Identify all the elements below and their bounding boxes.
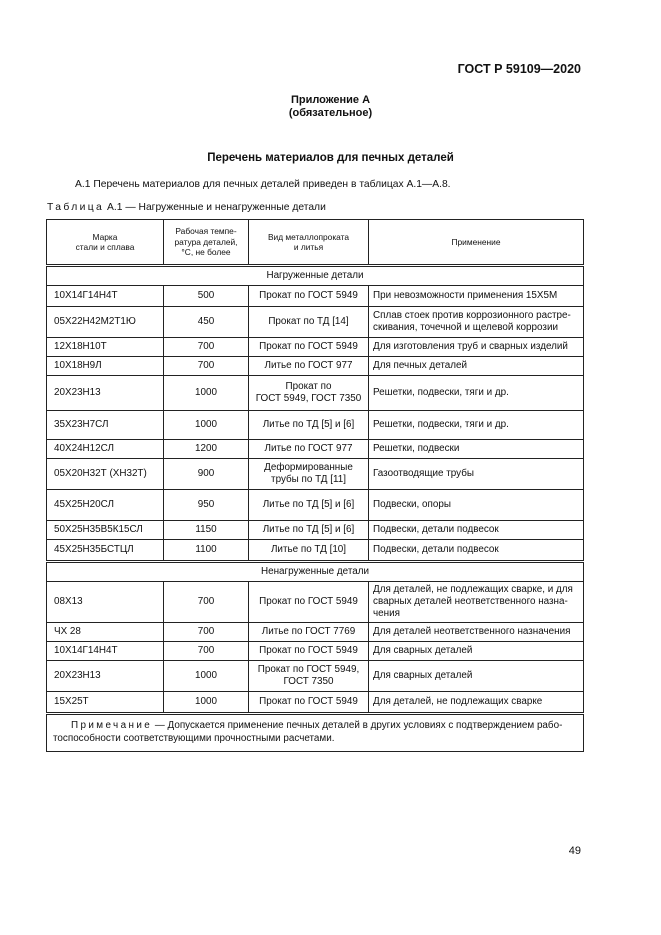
kind-line: Прокат по ГОСТ 5949 — [259, 341, 358, 352]
appendix-heading — [0, 94, 661, 120]
table-row — [47, 540, 584, 562]
temperature-cell: 1150 — [164, 521, 249, 540]
usage-line: Для сварных деталей — [373, 670, 473, 681]
table-row — [47, 521, 584, 540]
temperature-cell: 1000 — [164, 411, 249, 440]
usage-line: Для деталей, не подлежащих сварке — [373, 696, 543, 707]
grade-cell: 20Х23Н13 — [47, 661, 164, 692]
kind-cell — [249, 540, 369, 562]
usage-line: сварных деталей неответственного назна- — [373, 596, 568, 607]
usage-cell — [369, 459, 584, 490]
section-heading: Перечень материалов для печных деталей — [207, 152, 454, 164]
usage-cell — [369, 440, 584, 459]
header-grade-line: стали и сплава — [75, 242, 135, 252]
table-row — [47, 692, 584, 714]
temperature-cell: 1200 — [164, 440, 249, 459]
temperature-cell: 1000 — [164, 661, 249, 692]
usage-line: Подвески, опоры — [373, 499, 451, 510]
usage-cell — [369, 490, 584, 521]
table-row — [47, 411, 584, 440]
usage-cell — [369, 661, 584, 692]
usage-cell — [369, 286, 584, 307]
kind-cell — [249, 623, 369, 642]
temperature-cell: 700 — [164, 357, 249, 376]
usage-cell — [369, 357, 584, 376]
header-kind-line: Вид металлопроката — [267, 231, 350, 242]
kind-line: Прокат по ГОСТ 5949 — [259, 645, 358, 656]
temperature-cell: 700 — [164, 642, 249, 661]
table-row — [47, 642, 584, 661]
kind-cell — [249, 642, 369, 661]
kind-cell — [249, 490, 369, 521]
grade-cell: 05Х22Н42М2Т1Ю — [47, 307, 164, 338]
table-caption-text: А.1 — Нагруженные и ненагруженные детали — [104, 202, 326, 213]
kind-line: Литье по ТД [5] и [6] — [262, 419, 355, 430]
grade-cell: 10Х14Г14Н4Т — [47, 286, 164, 307]
grade-cell: 10Х18Н9Л — [47, 357, 164, 376]
kind-cell — [249, 459, 369, 490]
table-row — [47, 307, 584, 338]
header-temperature-line: Рабочая темпе- — [175, 226, 237, 237]
usage-cell — [369, 307, 584, 338]
table-row — [47, 286, 584, 307]
grade-cell: 45Х25Н35БСТЦЛ — [47, 540, 164, 562]
kind-line: ГОСТ 5949, ГОСТ 7350 — [255, 393, 362, 404]
usage-line: Газоотводящие трубы — [373, 468, 474, 479]
grade-cell: 12Х18Н10Т — [47, 338, 164, 357]
note-line: — Допускается применение печных деталей в других условиях с подтверждением рабо- — [152, 720, 563, 731]
appendix-title: Приложение А — [290, 94, 371, 106]
temperature-cell: 450 — [164, 307, 249, 338]
grade-cell: ЧХ 28 — [47, 623, 164, 642]
kind-line: Прокат по ГОСТ 5949 — [259, 696, 358, 707]
grade-cell: 35Х23Н7СЛ — [47, 411, 164, 440]
header-temperature-line: ратура деталей, — [174, 236, 238, 247]
table-body — [47, 266, 584, 714]
kind-line: Литье по ГОСТ 977 — [264, 360, 353, 371]
kind-cell — [249, 661, 369, 692]
kind-cell — [249, 357, 369, 376]
grade-cell: 45Х25Н20СЛ — [47, 490, 164, 521]
temperature-cell: 900 — [164, 459, 249, 490]
usage-cell — [369, 376, 584, 411]
table-row — [47, 582, 584, 623]
grade-cell: 20Х23Н13 — [47, 376, 164, 411]
usage-line: При невозможности применения 15Х5М — [373, 290, 558, 301]
header-grade — [47, 220, 164, 266]
group-row — [47, 562, 584, 582]
usage-line: Подвески, детали подвесок — [373, 544, 499, 555]
kind-line: Прокат по ГОСТ 5949 — [259, 596, 358, 607]
group-row — [47, 266, 584, 286]
temperature-cell: 700 — [164, 582, 249, 623]
group-title: Ненагруженные детали — [47, 562, 584, 582]
note-line: тоспособности соответствующими прочностными расчетами. — [53, 733, 335, 744]
usage-line: Для сварных деталей — [373, 645, 473, 656]
table-row — [47, 661, 584, 692]
usage-line: чения — [373, 608, 400, 619]
table-note — [47, 714, 584, 752]
usage-line: Для деталей, не подлежащих сварке, и для — [373, 584, 573, 595]
kind-line: Прокат по ГОСТ 5949, — [257, 664, 360, 675]
usage-cell — [369, 582, 584, 623]
header-usage: Применение — [369, 220, 584, 266]
kind-line: Литье по ГОСТ 977 — [264, 443, 353, 454]
kind-cell — [249, 376, 369, 411]
standard-designation: ГОСТ Р 59109—2020 — [457, 62, 581, 76]
kind-cell — [249, 411, 369, 440]
kind-cell — [249, 692, 369, 714]
table-row — [47, 490, 584, 521]
grade-cell: 05Х20Н32Т (ХН32Т) — [47, 459, 164, 490]
grade-cell: 08Х13 — [47, 582, 164, 623]
kind-line: Литье по ТД [10] — [270, 544, 347, 555]
usage-cell — [369, 540, 584, 562]
table-caption-word: Таблица — [47, 202, 105, 213]
usage-cell — [369, 521, 584, 540]
kind-line: трубы по ТД [11] — [271, 474, 346, 485]
table-row — [47, 376, 584, 411]
kind-line: ГОСТ 7350 — [283, 676, 334, 687]
usage-cell — [369, 411, 584, 440]
temperature-cell: 950 — [164, 490, 249, 521]
temperature-cell: 1100 — [164, 540, 249, 562]
temperature-cell: 1000 — [164, 376, 249, 411]
header-temperature — [164, 220, 249, 266]
usage-line: Для деталей неответственного назначения — [373, 626, 571, 637]
group-title: Нагруженные детали — [47, 266, 584, 286]
kind-line: Прокат по ТД [14] — [268, 316, 349, 327]
kind-cell — [249, 286, 369, 307]
temperature-cell: 1000 — [164, 692, 249, 714]
usage-line: Подвески, детали подвесок — [373, 524, 499, 535]
kind-cell — [249, 582, 369, 623]
intro-paragraph: А.1 Перечень материалов для печных деталей приведен в таблицах А.1—А.8. — [75, 179, 451, 190]
kind-cell — [249, 338, 369, 357]
usage-line: скивания, точечной и щелевой коррозии — [373, 322, 558, 333]
kind-line: Прокат по — [285, 381, 332, 392]
grade-cell: 40Х24Н12СЛ — [47, 440, 164, 459]
usage-line: Решетки, подвески — [373, 443, 460, 454]
usage-cell — [369, 692, 584, 714]
usage-line: Для изготовления труб и сварных изделий — [373, 341, 568, 352]
grade-cell: 50Х25Н35В5К15СЛ — [47, 521, 164, 540]
temperature-cell: 500 — [164, 286, 249, 307]
usage-cell — [369, 338, 584, 357]
kind-line: Деформированные — [264, 462, 353, 473]
kind-line: Прокат по ГОСТ 5949 — [259, 290, 358, 301]
note-row — [47, 714, 584, 752]
appendix-status: (обязательное) — [288, 107, 373, 119]
header-grade-line: Марка — [92, 231, 118, 242]
table-row — [47, 623, 584, 642]
table-row — [47, 357, 584, 376]
table-row — [47, 459, 584, 490]
kind-cell — [249, 440, 369, 459]
grade-cell: 15Х25Т — [47, 692, 164, 714]
usage-line: Сплав стоек против коррозионного растре- — [373, 310, 571, 321]
page-number: 49 — [568, 845, 581, 857]
table-row — [47, 440, 584, 459]
table-header-row — [47, 220, 584, 266]
header-temperature-line: °С, не более — [181, 247, 231, 258]
table-caption — [47, 202, 326, 213]
note-word: Примечание — [71, 720, 153, 731]
header-kind — [249, 220, 369, 266]
table-row — [47, 338, 584, 357]
kind-cell — [249, 307, 369, 338]
usage-line: Для печных деталей — [373, 360, 468, 371]
usage-cell — [369, 642, 584, 661]
grade-cell: 10Х14Г14Н4Т — [47, 642, 164, 661]
usage-cell — [369, 623, 584, 642]
kind-line: Литье по ГОСТ 7769 — [261, 626, 356, 637]
materials-table — [46, 219, 584, 752]
kind-line: Литье по ТД [5] и [6] — [262, 524, 355, 535]
temperature-cell: 700 — [164, 338, 249, 357]
header-kind-line: и литья — [293, 242, 324, 252]
temperature-cell: 700 — [164, 623, 249, 642]
kind-cell — [249, 521, 369, 540]
usage-line: Решетки, подвески, тяги и др. — [373, 419, 509, 430]
kind-line: Литье по ТД [5] и [6] — [262, 499, 355, 510]
usage-line: Решетки, подвески, тяги и др. — [373, 387, 509, 398]
